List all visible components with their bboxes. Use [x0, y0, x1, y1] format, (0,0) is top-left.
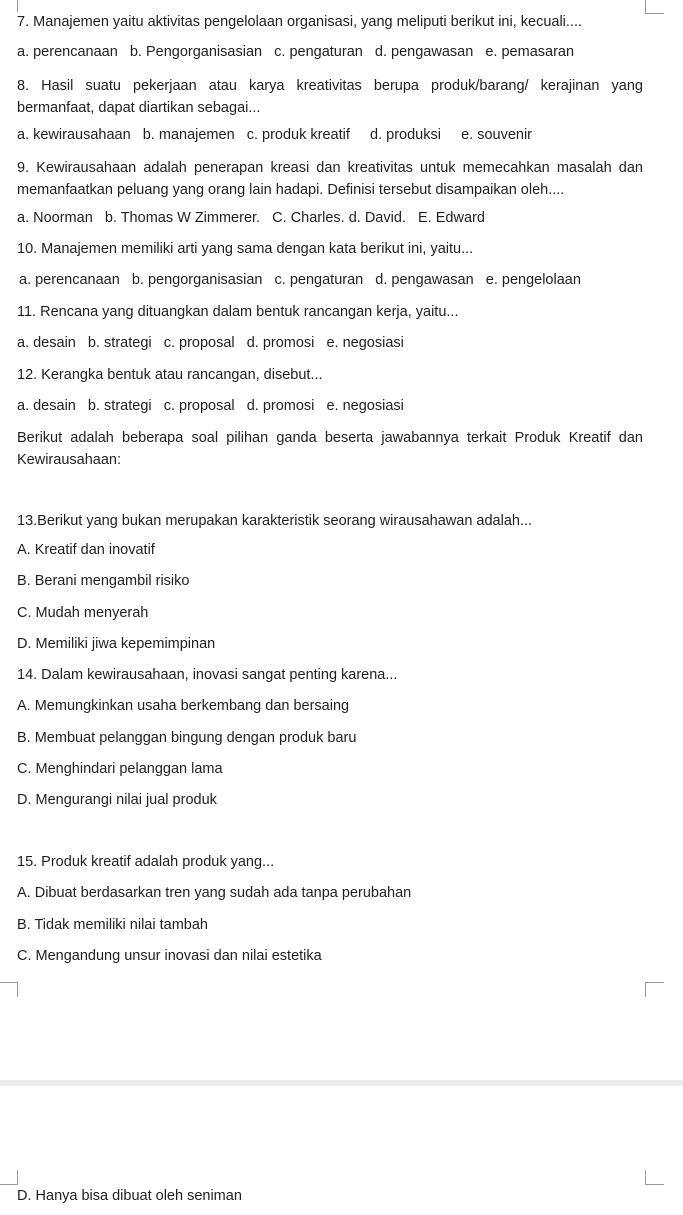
question-13-option-a: A. Kreatif dan inovatif [17, 542, 155, 558]
question-7: 7. Manajemen yaitu aktivitas pengelolaan organisasi, yang meliputi berikut ini, kecuali.... [17, 14, 583, 30]
question-9-options: a. Noorman b. Thomas W Zimmerer. C. Charles. d. David. E. Edward [17, 210, 485, 226]
question-13-option-c: C. Mudah menyerah [17, 605, 149, 621]
question-10: 10. Manajemen memiliki arti yang sama dengan kata berikut ini, yaitu... [17, 241, 474, 257]
crop-corner-bottom-left [0, 1170, 18, 1185]
question-13-option-b: B. Berani mengambil risiko [17, 573, 190, 589]
question-7-options: a. perencanaan b. Pengorganisasian c. pengaturan d. pengawasan e. pemasaran [17, 44, 575, 60]
question-11: 11. Rencana yang dituangkan dalam bentuk rancangan kerja, yaitu... [17, 304, 459, 320]
crop-corner-bottom-right [645, 1170, 664, 1185]
question-13: 13.Berikut yang bukan merupakan karakteristik seorang wirausahawan adalah... [17, 513, 533, 529]
crop-corner-top-right [645, 0, 664, 14]
question-14: 14. Dalam kewirausahaan, inovasi sangat penting karena... [17, 667, 398, 683]
question-12-options: a. desain b. strategi c. proposal d. promosi e. negosiasi [17, 398, 404, 414]
question-14-option-b: B. Membuat pelanggan bingung dengan produk baru [17, 730, 357, 746]
question-8-options: a. kewirausahaan b. manajemen c. produk kreatif d. produksi e. souvenir [17, 127, 533, 143]
question-11-options: a. desain b. strategi c. proposal d. promosi e. negosiasi [17, 335, 404, 351]
crop-corner-mid-right [645, 982, 664, 997]
question-14-option-c: C. Menghindari pelanggan lama [17, 761, 223, 777]
question-9: 9. Kewirausahaan adalah penerapan kreasi dan kreativitas untuk memecahkan masalah dan memanfaatkan peluang yang orang lain hadapi. Definisi tersebut disampaikan oleh.... [17, 160, 643, 198]
page-separator [0, 1080, 683, 1086]
question-14-option-d: D. Mengurangi nilai jual produk [17, 792, 217, 808]
question-12: 12. Kerangka bentuk atau rancangan, disebut... [17, 367, 323, 383]
crop-corner-top-left [0, 0, 18, 12]
question-15-option-a: A. Dibuat berdasarkan tren yang sudah ada tanpa perubahan [17, 885, 412, 901]
question-15-option-c: C. Mengandung unsur inovasi dan nilai estetika [17, 948, 322, 964]
question-8: 8. Hasil suatu pekerjaan atau karya kreativitas berupa produk/barang/ kerajinan yang bermanfaat, dapat diartikan sebagai... [17, 78, 643, 116]
question-13-option-d: D. Memiliki jiwa kepemimpinan [17, 636, 216, 652]
question-15-option-b: B. Tidak memiliki nilai tambah [17, 917, 208, 933]
question-10-options: a. perencanaan b. pengorganisasian c. pengaturan d. pengawasan e. pengelolaan [19, 272, 581, 288]
section-intro: Berikut adalah beberapa soal pilihan ganda beserta jawabannya terkait Produk Kreatif dan Kewirausahaan: [17, 430, 643, 468]
crop-corner-mid-left [0, 982, 18, 997]
question-15: 15. Produk kreatif adalah produk yang... [17, 854, 275, 870]
question-15-option-d: D. Hanya bisa dibuat oleh seniman [17, 1188, 242, 1204]
question-14-option-a: A. Memungkinkan usaha berkembang dan bersaing [17, 698, 350, 714]
